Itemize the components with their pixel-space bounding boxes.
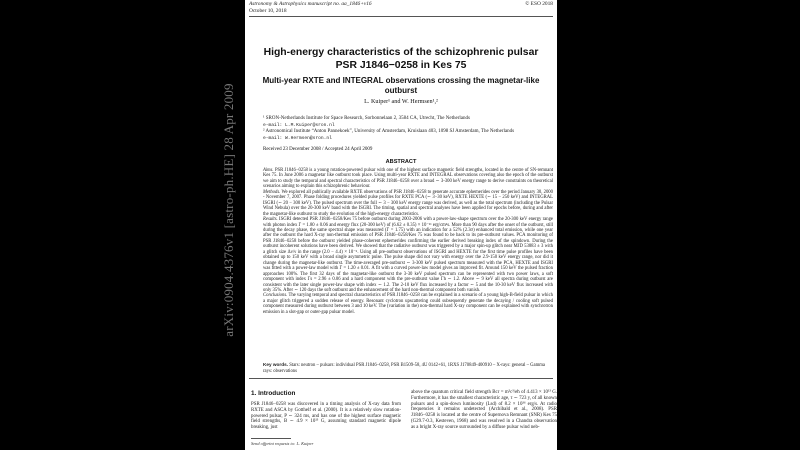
methods-text: We explored all publically available RXTE observations of PSR J1846−0258 to generate accurate ephemerides over the period January 30, 2000 - November 7, 2007. Phase folding procedures yielded pulse profiles for RXTE PCA (∼ 3−30 keV), RXTE HEXTE (∼ 15 − 250 keV) and INTEGRAL ISGRI (∼ 20 − 300 keV). The pulsed spectrum over the full ∼ 3 − 300 keV energy range was derived, as well as the total spectrum (including the Pulsar Wind Nebula) over the 20-300 keV band with the ISGRI. The timing, spatial and spectral analyses have been applied for epochs before, during and after the magnetar-like outburst to study the evolution of the high-energy characteristics. [263,189,553,217]
abstract-heading: ABSTRACT [385,159,417,165]
affiliation-1: ¹ SRON-Netherlands Institute for Space Research, Sorbonnelaan 2, 3584 CA, Utrecht, The Netherlands [263,116,470,121]
abstract-body [263,168,553,315]
section-heading: 1. Introduction [251,390,296,397]
copyright-notice: © ESO 2018 [525,1,553,7]
aims-text: PSR J1846−0258 is a young rotation-powered pulsar with one of the highest surface magnetic field strengths, located in the centre of SN-remnant Kes 75. In June 2006 a magnetar like outburst took place. Using multi-year RXTE and INTEGRAL observations covering also the epoch of the outburst we aim to study the temporal and spectral characteristics of PSR J1846−0258 over a broad ∼ 3-300 keV energy range to derive constraints on theoretical scenarios aiming to explain this schizophrenic behaviour. [263,168,554,190]
email-2: e-mail: W.Hermsen@sron.nl [263,135,332,141]
left-letterbox [0,0,245,450]
intro-column-left: PSR J1846−0258 was discovered in a timing analysis of X-ray data from RXTE and ASCA by Gotthelf et al. (2000). It is a relatively slow rotation-powered pulsar, P ∼ 324 ms, and has one of the highest surface magnetic field strengths, B ∼ 4.9 × 10¹³ G, assuming standard magnetic dipole breaking, just [251,402,401,431]
abstract-rule [249,378,553,379]
keywords-label: Key words. [263,362,289,367]
arxiv-identifier [214,83,244,337]
header-date: October 10, 2018 [249,8,287,14]
paper-subtitle: Multi-year RXTE and INTEGRAL observations crossing the magnetar-like outburst [262,76,540,95]
results-label: Results. [263,217,278,223]
conclusions-text: The varying temporal and spectral characteristics of PSR J1846−0258 can be explained in a scenario of a young high-B-field pulsar in which a major glitch triggered a sudden release of energy. Resonant cyclotron upscattering could subsequently generate the decaying / cooling soft pulsed component measured during outburst between 3 and 10 keV. The (variation in the) non-thermal hard X-ray component can be explained with synchrotron emission in a slot-gap or outer-gap pulsar model. [263,293,553,315]
intro-column-right: above the quantum critical field strength Bcr = m²c³/eħ of 4.413 × 10¹³ G. Furthermore, it has the smallest characteristic age, τ ∼ 723 y, of all known pulsars and a spin-down luminosity (Lsd) of 8.2 × 10³⁶ erg/s. At radio frequencies it remains undetected (Archibald et al., 2008). PSR J1846−0258 is located at the centre of Supernova Remnant (SNR) Kes 75 (G29.7-0.3, Kesteven, 1968) and was resolved in a Chandra observation as a bright X-ray source surrounded by a diffuse pulsar wind neb- [411,390,557,430]
paper-title [255,46,547,72]
right-letterbox [557,0,800,450]
footnote-rule [251,438,291,439]
conclusions-label: Conclusions. [263,293,288,299]
keywords [263,362,553,374]
header-rule [249,16,553,17]
title-line-2: PSR J1846−0258 in Kes 75 [335,60,467,71]
abstract-conclusions [263,293,553,315]
footnote: Send offprint requests to: L. Kuiper [251,441,314,446]
journal-header: Astronomy & Astrophysics manuscript no. aa_1846+v16 [249,1,372,7]
abstract-aims [263,168,553,190]
abstract-methods [263,190,553,217]
title-line-1: High-energy characteristics of the schizophrenic pulsar [263,47,539,58]
methods-label: Methods. [263,189,281,195]
arxiv-id-text: arXiv:0904.4376v1 [astro-ph.HE] 28 Apr 2009 [221,83,236,337]
paper-page [245,0,557,450]
abstract-results [263,217,553,293]
authors: L. Kuiper¹ and W. Hermsen¹,² [364,98,438,105]
email-1: e-mail: L.M.Kuiper@sron.nl [263,122,335,128]
affiliation-2: ² Astronomical Institute “Anton Pannekoek”, University of Amsterdam, Kruislaan 403, 1098 SJ Amsterdam, The Netherlands [263,129,515,134]
aims-label: Aims. [263,168,274,173]
keywords-text: Stars: neutron – pulsars: individual PSR J1846−0258, PSR B1509-58, 4U 0142+61, 1RXS J170849-400910 – X-rays: general – Gamma rays: observations [263,363,545,374]
received-dates: Received 23 December 2008 / Accepted 24 April 2009 [263,147,373,152]
results-text: ISGRI detected PSR J1846−0258/Kes 75 before outburst during 2003-2006 with a power-law-shape spectrum over the 20-300 keV energy range with photon index Γ = 1.80 ± 0.06 and energy flux (20-300 keV) of (6.62 ± 0.35) × 10⁻¹¹ erg/cm²s. More than 90 days after the onset of the outburst, still during the decay phase, the same spectral shape was measured (Γ = 1.75) with an indication for a 52% (2.3σ) enhanced total emission, while one year after the outburst the hard X-ray non-thermal emission of PSR J1846−0258/Kes 75 was found to be back to its pre-outburst values. PCA monitoring of PSR J1846−0258 before the outburst yielded phase-coherent ephemerides confirming the earlier derived breaking index of the spindown. During the outburst incoherent solutions have been derived. We showed that the radiative outburst was triggered by a major spin-up glitch near MJD 53883 ± 3 with a glitch size Δν/ν in the range (2.0 − 4.4) × 10⁻⁶. Using all pre-outburst observations of ISGRI and HEXTE for the first time pulse profiles have been obtained up to 150 keV with a broad single asymmetric pulse. The pulse shape did not vary with energy over the 2.9-150 keV energy range, nor did it change during the magnetar-like outburst. The time-averaged pre-outburst ∼ 3-300 keV pulsed spectrum measured with the PCA, HEXTE and ISGRI was fitted with a power-law model with Γ = 1.20 ± 0.01. A fit with a curved power-law model gives an improved fit. Around 150 keV the pulsed fraction approaches 100%. The first 32 days of the magnetar-like outburst the 3-30 keV pulsed spectrum can be represented with two power laws, a soft component with index Γs = 2.96 ± 0.06 and a hard component with the pre-outburst value Γh ∼ 1.2. Above ∼ 9 keV all spectra during outburst are consistent with the later single power-law shape with index ∼ 1.2. The 2-10 keV flux increased by a factor ∼ 5 and the 10-30 keV flux increased with only 35%. After ∼ 120 days the soft outburst and the enhancement of the hard non-thermal component both vanish. [263,217,554,293]
